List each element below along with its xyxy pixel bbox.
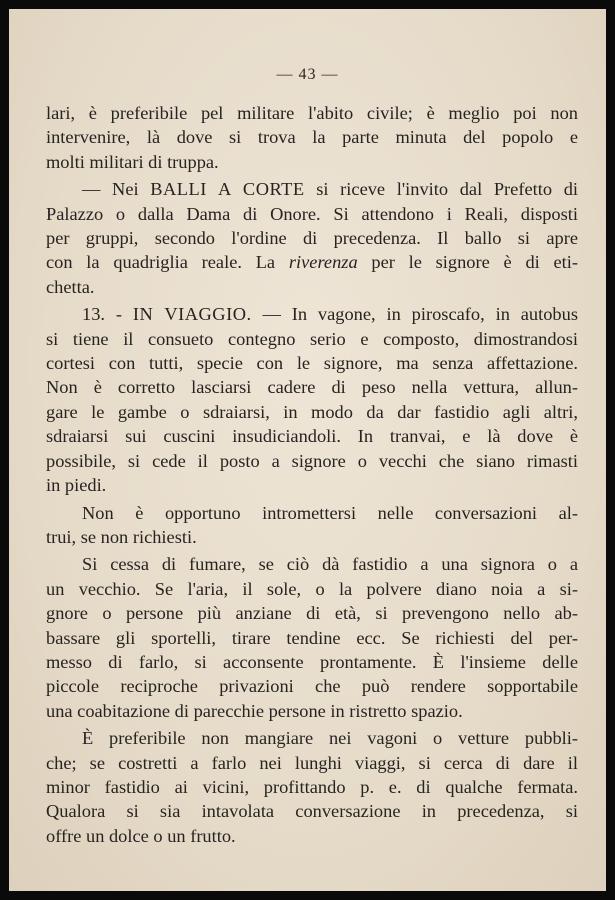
text-line: molti militari di truppa. [46, 151, 219, 172]
text-line: per gruppi, secondo l'ordine di precedenza. Il ballo si apre [46, 228, 578, 249]
text-line: in piedi. [46, 475, 107, 496]
text-line: trui, se non richiesti. [46, 526, 197, 547]
text-line: lari, è preferibile pel militare l'abito civile; è meglio poi non [46, 103, 578, 123]
text-line: intervenire, là dove si trova la parte minuta del popolo e [46, 127, 578, 148]
paragraph-6 [46, 726, 578, 848]
text-line: possibile, si cede il posto a signore o vecchi che siano rimasti [46, 450, 578, 471]
text-line: cortesi con tutti, specie con le signore, ma senza affettazione. [46, 353, 578, 374]
paragraph-2 [46, 177, 578, 299]
book-page [9, 9, 606, 891]
page-number: — 43 — [276, 66, 339, 83]
text-line: una coabitazione di parecchie persone in ristretto spazio. [46, 700, 463, 721]
text-line: offre un dolce o un frutto. [46, 825, 236, 846]
paragraph-1 [46, 101, 578, 174]
text-line: si tiene il consueto contegno serio e composto, dimostrandosi [46, 328, 578, 349]
text-line: sdraiarsi sui cuscini insudiciandoli. In tranvai, e là dove è [46, 426, 578, 447]
text-line: piccole reciproche privazioni che può rendere sopportabile [46, 676, 578, 697]
text-line: gare le gambe o sdraiarsi, in modo da dar fastidio agli altri, [46, 401, 578, 422]
text-line: gnore o persone più anziane di età, si prevengono nello ab- [46, 603, 578, 624]
text-line: Palazzo o dalla Dama di Onore. Si attendono i Reali, disposti [46, 203, 578, 224]
text-line: minor fastidio ai vicini, profittando p. e. di qualche fermata. [46, 776, 578, 797]
paragraph-5 [46, 552, 578, 723]
text-line: Non è corretto lasciarsi cadere di peso nella vettura, allun- [46, 377, 578, 398]
text-line: Si cessa di fumare, se ciò dà fastidio a una signora o a [82, 554, 578, 575]
text-line: Qualora si sia intavolata conversazione in precedenza, si [46, 801, 578, 822]
paragraph-3 [46, 302, 578, 497]
text-line: 13. - IN VIAGGIO. — In vagone, in piroscafo, in autobus [82, 304, 578, 325]
text-line: — Nei BALLI A CORTE si riceve l'invito dal Prefetto di [82, 179, 578, 200]
text-line: con la quadriglia reale. La riverenza per le signore è di eti- [46, 252, 579, 273]
text-line: È preferibile non mangiare nei vagoni o vetture pubbli- [82, 728, 578, 749]
text-line: un vecchio. Se l'aria, il sole, o la polvere diano noia a si- [46, 578, 578, 599]
body-text [46, 101, 578, 848]
text-line: Non è opportuno intromettersi nelle conversazioni al- [82, 502, 578, 523]
text-line: chetta. [46, 276, 95, 297]
paragraph-4 [46, 501, 578, 550]
text-line: bassare gli sportelli, tirare tendine ecc. Se richiesti del per- [46, 627, 578, 648]
text-line: messo di farlo, si acconsente prontamente. È l'insieme delle [46, 651, 578, 672]
text-line: che; se costretti a farlo nei lunghi viaggi, si cerca di dare il [46, 752, 578, 773]
